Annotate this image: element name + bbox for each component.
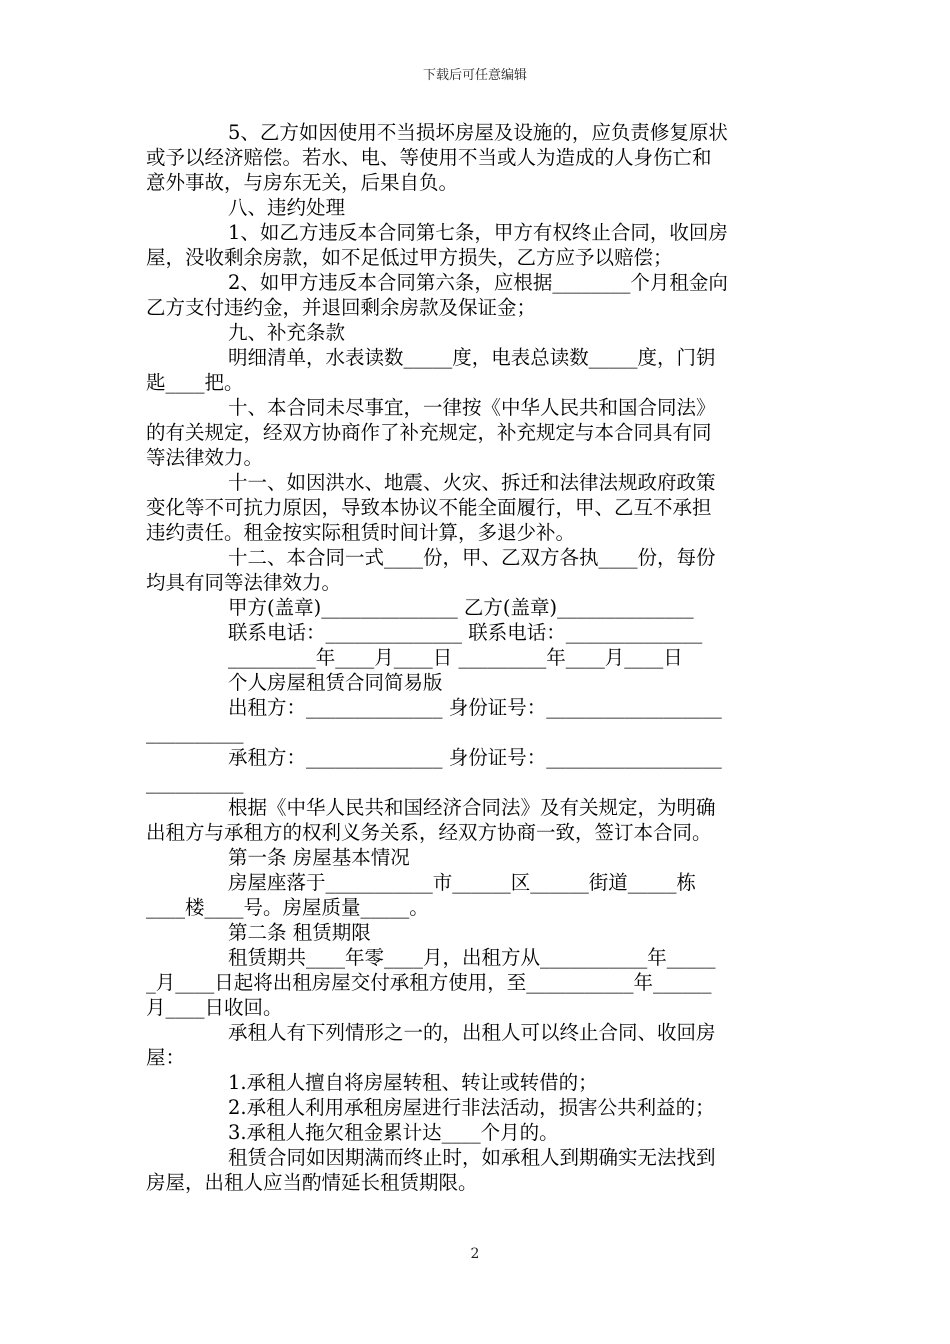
text-line: 变化等不可抗力原因，导致本协议不能全面履行，甲、乙互不承担: [146, 496, 712, 519]
text-line: 出租方：______________ 身份证号：__________________: [228, 696, 722, 719]
text-line: 屋，没收剩余房款，如不足低过甲方损失，乙方应予以赔偿；: [146, 246, 673, 269]
text-line: 等法律效力。: [146, 446, 264, 469]
text-line: 十二、本合同一式____份，甲、乙双方各执____份，每份: [228, 546, 716, 569]
text-line: 乙方支付违约金，并退回剩余房款及保证金；: [146, 296, 537, 319]
text-line: 承租方：______________ 身份证号：__________________: [228, 746, 722, 769]
text-line: 2.承租人利用承租房屋进行非法活动，损害公共利益的；: [228, 1096, 715, 1119]
text-line: 租赁合同如因期满而终止时，如承租人到期确实无法找到: [228, 1146, 716, 1169]
text-line: 屋：: [146, 1046, 186, 1069]
text-line: 意外事故，与房东无关，后果自负。: [146, 171, 459, 194]
text-line: 房屋，出租人应当酌情延长租赁期限。: [146, 1171, 478, 1194]
text-line: ____楼____号。房屋质量_____。: [146, 896, 429, 919]
text-line: __________: [146, 771, 244, 794]
text-line: 房屋座落于___________市______区______街道_____栋: [228, 871, 697, 894]
text-line: 个人房屋租赁合同简易版: [228, 671, 443, 694]
page-number: 2: [470, 1246, 480, 1262]
text-line: 九、补充条款: [228, 321, 346, 344]
text-line: 或予以经济赔偿。若水、电、等使用不当或人为造成的人身伤亡和: [146, 146, 712, 169]
text-line: 违约责任。租金按实际租赁时间计算，多退少补。: [146, 521, 576, 544]
text-line: __________: [146, 721, 244, 744]
text-line: _________年____月____日 _________年____月____日: [228, 646, 683, 669]
text-line: _月____日起将出租房屋交付承租方使用，至___________年______: [146, 971, 712, 994]
page-header: 下载后可任意编辑: [422, 68, 527, 83]
document-body: [146, 120, 806, 1195]
text-line: 3.承租人拖欠租金累计达____个月的。: [228, 1121, 559, 1144]
text-line: 月____日收回。: [146, 996, 283, 1019]
text-line: 第二条 租赁期限: [228, 921, 371, 944]
text-line: 十、本合同未尽事宜，一律按《中华人民共和国合同法》: [228, 396, 716, 419]
text-line: 2、如甲方违反本合同第六条，应根据________个月租金向: [228, 271, 728, 294]
text-line: 1.承租人擅自将房屋转租、转让或转借的；: [228, 1071, 598, 1094]
text-line: 十一、如因洪水、地震、火灾、拆迁和法律法规政府政策: [228, 471, 716, 494]
text-line: 的有关规定，经双方协商作了补充规定，补充规定与本合同具有同: [146, 421, 712, 444]
text-line: 八、违约处理: [228, 196, 346, 219]
text-line: 甲方(盖章)______________ 乙方(盖章)______________: [228, 596, 694, 619]
text-line: 承租人有下列情形之一的，出租人可以终止合同、收回房: [228, 1021, 716, 1044]
text-line: 出租方与承租方的权利义务关系，经双方协商一致，签订本合同。: [146, 821, 712, 844]
text-line: 租赁期共____年零____月，出租方从___________年_____: [228, 946, 716, 969]
text-line: 均具有同等法律效力。: [146, 571, 342, 594]
text-line: 5、乙方如因使用不当损坏房屋及设施的，应负责修复原状: [228, 121, 728, 144]
text-line: 联系电话：______________ 联系电话：______________: [228, 621, 703, 644]
text-line: 1、如乙方违反本合同第七条，甲方有权终止合同，收回房: [228, 221, 728, 244]
text-line: 第一条 房屋基本情况: [228, 846, 410, 869]
text-line: 匙____把。: [146, 371, 244, 394]
text-line: 根据《中华人民共和国经济合同法》及有关规定，为明确: [228, 796, 716, 819]
text-line: 明细清单，水表读数_____度，电表总读数_____度，门钥: [228, 346, 716, 369]
